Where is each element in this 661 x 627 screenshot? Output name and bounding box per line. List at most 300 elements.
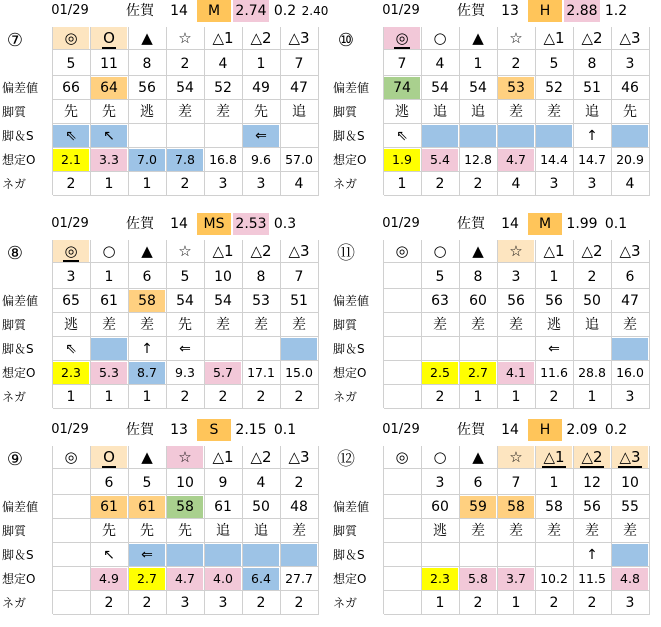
- cell-mark: △2: [581, 29, 603, 47]
- cell-horse-number: 1: [104, 269, 114, 285]
- cell-mark: △3: [288, 448, 310, 466]
- cell-running-style: 差: [102, 317, 116, 333]
- cell-position-arrow: [612, 544, 648, 566]
- cell-hensachi: 47: [621, 293, 639, 309]
- cell-position-arrow: [536, 125, 572, 147]
- row-label-negative-score: ネガ: [333, 390, 358, 404]
- cell-expected-odds: [384, 362, 420, 384]
- cell-position-arrow: [536, 544, 572, 566]
- mark-symbol: △2: [581, 448, 603, 466]
- index-value-1: 2.88: [564, 0, 600, 22]
- cell-expected-odds: 28.8: [578, 365, 606, 380]
- cell-horse-number: 3: [625, 56, 635, 72]
- index-value-1: 1.99: [566, 216, 598, 232]
- cell-mark: [536, 446, 572, 468]
- cell-horse-number: 10: [176, 475, 194, 491]
- grid-line: [318, 27, 319, 195]
- grid-line: [421, 27, 422, 195]
- cell-negative-score: 3: [256, 176, 266, 192]
- cell-negative-score: 2: [473, 176, 483, 192]
- grid-line: [90, 240, 91, 408]
- cell-mark: ▲: [472, 29, 484, 47]
- cell-negative-score: 2: [435, 389, 445, 405]
- cell-horse-number: 6: [625, 269, 635, 285]
- cell-position-arrow: [498, 544, 534, 566]
- grid-line: [573, 27, 574, 195]
- grid-line: [384, 312, 650, 313]
- cell-expected-odds: 2.3: [53, 362, 89, 384]
- cell-horse-number: [384, 472, 420, 494]
- cell-running-style: 先: [178, 317, 192, 333]
- cell-negative-score: 1: [142, 176, 152, 192]
- cell-expected-odds: 4.7: [167, 568, 203, 590]
- cell-horse-number: 4: [218, 56, 228, 72]
- grid-line: [384, 542, 650, 543]
- cell-running-style: 差: [509, 523, 523, 539]
- grid-line: [242, 446, 243, 614]
- grid-line: [383, 446, 384, 614]
- cell-position-arrow: [167, 125, 203, 147]
- cell-negative-score: 2: [435, 176, 445, 192]
- cell-position-arrow: [205, 338, 241, 360]
- grid-line: [90, 446, 91, 614]
- grid-line: [53, 312, 319, 313]
- cell-running-style: 逃: [547, 317, 561, 333]
- cell-horse-number: 6: [104, 475, 114, 491]
- cell-mark: △3: [619, 242, 641, 260]
- cell-hensachi: 58: [129, 290, 165, 312]
- grid-line: [459, 240, 460, 408]
- grid-line: [459, 446, 460, 614]
- cell-negative-score: 1: [511, 595, 521, 611]
- cell-negative-score: 1: [587, 389, 597, 405]
- cell-position-arrow: [460, 544, 496, 566]
- cell-mark: ▲: [472, 448, 484, 466]
- grid-line: [384, 49, 650, 50]
- cell-position-arrow: [612, 125, 648, 147]
- grid-line: [128, 446, 129, 614]
- cell-horse-number: 8: [587, 56, 597, 72]
- field-size: 13: [170, 422, 188, 438]
- grid-line: [573, 240, 574, 408]
- grid-line: [497, 27, 498, 195]
- cell-hensachi: 64: [91, 77, 127, 99]
- cell-horse-number: 3: [511, 269, 521, 285]
- cell-negative-score: 2: [473, 595, 483, 611]
- cell-horse-number: 2: [587, 269, 597, 285]
- cell-position-arrow: ↖: [103, 547, 115, 563]
- grid-line: [384, 566, 650, 567]
- cell-negative-score: 1: [104, 176, 114, 192]
- grid-line: [53, 518, 319, 519]
- cell-running-style: 差: [509, 104, 523, 120]
- cell-position-arrow: [167, 544, 203, 566]
- row-label-running-style: 脚質: [2, 105, 27, 119]
- cell-position-arrow: [460, 338, 496, 360]
- cell-negative-score: 1: [511, 389, 521, 405]
- cell-running-style: 追: [254, 523, 268, 539]
- cell-position-arrow: [460, 125, 496, 147]
- field-size: 14: [170, 3, 188, 19]
- cell-running-style: 先: [102, 523, 116, 539]
- cell-negative-score: 2: [256, 595, 266, 611]
- cell-running-style: [384, 314, 420, 336]
- cell-running-style: 先: [102, 104, 116, 120]
- index-value-2: 0.1: [604, 216, 628, 232]
- race-block-3: [0, 213, 330, 420]
- race-date: 01/29: [51, 3, 89, 18]
- grid-line: [383, 240, 384, 408]
- cell-mark: △1: [543, 242, 565, 260]
- grid-line: [53, 49, 319, 50]
- cell-expected-odds: 17.1: [247, 365, 275, 380]
- cell-hensachi: 50: [252, 499, 270, 515]
- cell-expected-odds: 6.4: [243, 568, 279, 590]
- cell-running-style: 逃: [140, 104, 154, 120]
- cell-mark: [91, 446, 127, 468]
- race-grade: H: [528, 419, 562, 441]
- cell-hensachi: [384, 290, 420, 312]
- cell-position-arrow: [53, 544, 89, 566]
- grid-line: [384, 468, 650, 469]
- grid-line: [384, 171, 650, 172]
- cell-mark: ☆: [178, 29, 192, 47]
- cell-expected-odds: 11.6: [540, 365, 568, 380]
- cell-hensachi: 56: [545, 293, 563, 309]
- cell-position-arrow: [243, 338, 279, 360]
- cell-horse-number: 8: [142, 56, 152, 72]
- cell-running-style: 追: [585, 317, 599, 333]
- cell-hensachi: 58: [498, 496, 534, 518]
- grid-line: [497, 240, 498, 408]
- cell-position-arrow: ⇐: [179, 341, 191, 357]
- race-grid: [384, 213, 650, 413]
- grid-line: [52, 446, 53, 614]
- cell-hensachi: 46: [621, 80, 639, 96]
- cell-position-arrow: [422, 338, 458, 360]
- cell-horse-number: 5: [142, 475, 152, 491]
- grid-line: [384, 262, 650, 263]
- grid-line: [53, 99, 319, 100]
- grid-line: [384, 384, 650, 385]
- cell-running-style: [384, 520, 420, 542]
- cell-hensachi: [384, 496, 420, 518]
- cell-position-arrow: [205, 544, 241, 566]
- cell-expected-odds: 5.7: [205, 362, 241, 384]
- cell-mark: ☆: [498, 446, 534, 468]
- row-label-negative-score: ネガ: [2, 177, 27, 191]
- cell-expected-odds: 2.3: [422, 568, 458, 590]
- cell-position-arrow: ⇐: [548, 341, 560, 357]
- cell-horse-number: 1: [549, 269, 559, 285]
- cell-hensachi: 54: [176, 80, 194, 96]
- cell-negative-score: 2: [294, 389, 304, 405]
- grid-line: [384, 590, 650, 591]
- cell-expected-odds: 4.8: [612, 568, 648, 590]
- cell-position-arrow: ⇐: [243, 125, 279, 147]
- cell-expected-odds: 1.9: [384, 149, 420, 171]
- grid-line: [53, 75, 319, 76]
- row-label-running-style: 脚質: [333, 105, 358, 119]
- cell-horse-number: [384, 266, 420, 288]
- row-label-position-arrow: 脚＆S: [2, 548, 34, 562]
- cell-hensachi: 61: [214, 499, 232, 515]
- grid-line: [242, 240, 243, 408]
- cell-expected-odds: 4.1: [498, 362, 534, 384]
- cell-horse-number: [53, 472, 89, 494]
- grid-line: [166, 27, 167, 195]
- cell-negative-score: 2: [66, 176, 76, 192]
- cell-expected-odds: 10.2: [540, 571, 568, 586]
- cell-hensachi: 65: [62, 293, 80, 309]
- field-size: 13: [501, 3, 519, 19]
- cell-hensachi: 50: [583, 293, 601, 309]
- grid-line: [649, 240, 650, 408]
- cell-mark: △3: [288, 29, 310, 47]
- cell-hensachi: 56: [583, 499, 601, 515]
- cell-mark: ○: [102, 242, 116, 260]
- cell-hensachi: 56: [138, 80, 156, 96]
- cell-position-arrow: [129, 125, 165, 147]
- grid-line: [53, 360, 319, 361]
- cell-expected-odds: 7.8: [167, 149, 203, 171]
- cell-running-style: 先: [64, 104, 78, 120]
- cell-negative-score: 2: [587, 595, 597, 611]
- race-grid: [384, 419, 650, 619]
- cell-position-arrow: [422, 544, 458, 566]
- cell-running-style: 差: [140, 317, 154, 333]
- cell-hensachi: 51: [290, 293, 308, 309]
- cell-running-style: 追: [292, 104, 306, 120]
- grid-line: [53, 542, 319, 543]
- cell-position-arrow: ⇖: [396, 128, 408, 144]
- grid-line: [280, 27, 281, 195]
- cell-negative-score: 4: [511, 176, 521, 192]
- cell-hensachi: 54: [469, 80, 487, 96]
- grid-line: [611, 240, 612, 408]
- row-label-hensachi: 偏差値: [2, 500, 39, 514]
- race-grid: [53, 0, 319, 200]
- cell-hensachi: 61: [129, 496, 165, 518]
- cell-mark: ○: [433, 29, 447, 47]
- cell-expected-odds: 2.5: [422, 362, 458, 384]
- grid-line: [53, 408, 319, 409]
- cell-negative-score: 3: [549, 176, 559, 192]
- cell-hensachi: 56: [507, 293, 525, 309]
- cell-running-style: 追: [471, 104, 485, 120]
- cell-running-style: 差: [547, 104, 561, 120]
- cell-expected-odds: 9.6: [251, 152, 271, 167]
- cell-running-style: 差: [292, 317, 306, 333]
- cell-mark: ▲: [141, 29, 153, 47]
- row-label-hensachi: 偏差値: [333, 500, 370, 514]
- cell-running-style: [53, 520, 89, 542]
- grid-line: [242, 27, 243, 195]
- cell-negative-score: 2: [549, 595, 559, 611]
- mark-symbol: ◎: [64, 242, 78, 260]
- row-label-hensachi: 偏差値: [2, 81, 39, 95]
- cell-hensachi: 51: [583, 80, 601, 96]
- cell-running-style: 先: [254, 104, 268, 120]
- venue: 佐賀: [126, 3, 154, 19]
- cell-horse-number: 4: [256, 475, 266, 491]
- cell-mark: △1: [543, 29, 565, 47]
- cell-negative-score: 2: [104, 595, 114, 611]
- mark-symbol: O: [103, 448, 115, 466]
- cell-mark: ▲: [141, 448, 153, 466]
- grid-line: [318, 240, 319, 408]
- race-date: 01/29: [382, 216, 420, 231]
- grid-line: [611, 446, 612, 614]
- mark-symbol: △3: [619, 448, 641, 466]
- cell-expected-odds: [53, 568, 89, 590]
- cell-position-arrow: [498, 125, 534, 147]
- cell-running-style: 差: [292, 523, 306, 539]
- field-size: 14: [501, 422, 519, 438]
- cell-horse-number: 7: [294, 269, 304, 285]
- cell-running-style: 差: [471, 317, 485, 333]
- index-value-2: 0.1: [273, 422, 297, 438]
- race-block-1: [0, 0, 330, 207]
- grid-line: [421, 240, 422, 408]
- cell-negative-score: 3: [218, 176, 228, 192]
- cell-mark: [384, 27, 420, 49]
- cell-horse-number: 11: [100, 56, 118, 72]
- cell-negative-score: 2: [142, 595, 152, 611]
- grid-line: [166, 240, 167, 408]
- race-date: 01/29: [51, 422, 89, 437]
- grid-line: [535, 27, 536, 195]
- race-number: ⑨: [6, 449, 24, 470]
- race-block-4: [331, 213, 661, 420]
- cell-expected-odds: 14.4: [540, 152, 568, 167]
- cell-hensachi: 61: [100, 293, 118, 309]
- cell-horse-number: 7: [511, 475, 521, 491]
- grid-line: [384, 614, 650, 615]
- cell-expected-odds: 7.0: [129, 149, 165, 171]
- cell-mark: ○: [433, 242, 447, 260]
- race-block-5: [0, 419, 330, 626]
- cell-expected-odds: 16.0: [616, 365, 644, 380]
- row-label-expected-odds: 想定O: [2, 572, 36, 586]
- row-label-expected-odds: 想定O: [333, 153, 367, 167]
- cell-expected-odds: 2.7: [460, 362, 496, 384]
- cell-expected-odds: 15.0: [285, 365, 313, 380]
- grid-line: [204, 240, 205, 408]
- cell-negative-score: 2: [256, 389, 266, 405]
- cell-hensachi: 54: [176, 293, 194, 309]
- grid-line: [53, 123, 319, 124]
- grid-line: [52, 240, 53, 408]
- grid-line: [53, 288, 319, 289]
- cell-mark: ☆: [167, 446, 203, 468]
- grid-line: [384, 147, 650, 148]
- cell-expected-odds: 4.0: [205, 568, 241, 590]
- cell-hensachi: 63: [431, 293, 449, 309]
- mark-symbol: △1: [543, 448, 565, 466]
- cell-negative-score: [384, 386, 420, 408]
- index-value-1: 2.09: [566, 422, 598, 438]
- race-grade: MS: [197, 213, 231, 235]
- grid-line: [649, 446, 650, 614]
- row-label-position-arrow: 脚＆S: [333, 548, 365, 562]
- cell-horse-number: 1: [549, 475, 559, 491]
- cell-running-style: 差: [585, 523, 599, 539]
- cell-negative-score: 1: [397, 176, 407, 192]
- cell-running-style: 差: [623, 523, 637, 539]
- cell-negative-score: 4: [294, 176, 304, 192]
- cell-mark: △2: [581, 242, 603, 260]
- cell-position-arrow: ⇖: [65, 341, 77, 357]
- grid-line: [535, 446, 536, 614]
- cell-horse-number: 4: [435, 56, 445, 72]
- cell-horse-number: 2: [511, 56, 521, 72]
- cell-position-arrow: [243, 544, 279, 566]
- index-value-1: 2.15: [235, 422, 267, 438]
- row-label-expected-odds: 想定O: [2, 366, 36, 380]
- cell-expected-odds: 9.3: [175, 365, 195, 380]
- cell-hensachi: 53: [252, 293, 270, 309]
- cell-running-style: 逃: [395, 104, 409, 120]
- cell-negative-score: 2: [180, 389, 190, 405]
- cell-expected-odds: 12.8: [464, 152, 492, 167]
- cell-negative-score: 3: [218, 595, 228, 611]
- index-value-2: 0.2: [604, 422, 628, 438]
- race-date: 01/29: [382, 422, 420, 437]
- index-value-2: 0.3: [273, 216, 297, 232]
- cell-running-style: 先: [140, 523, 154, 539]
- cell-expected-odds: 11.5: [578, 571, 606, 586]
- grid-line: [384, 336, 650, 337]
- race-number: ⑦: [6, 30, 24, 51]
- field-size: 14: [501, 216, 519, 232]
- index-value-1: 2.53: [233, 213, 269, 235]
- cell-expected-odds: 27.7: [285, 571, 313, 586]
- cell-position-arrow: [498, 338, 534, 360]
- grid-line: [166, 446, 167, 614]
- cell-horse-number: 10: [621, 475, 639, 491]
- cell-hensachi: 52: [214, 80, 232, 96]
- grid-line: [90, 27, 91, 195]
- cell-negative-score: 2: [218, 389, 228, 405]
- cell-mark: [612, 446, 648, 468]
- row-label-position-arrow: 脚＆S: [2, 342, 34, 356]
- race-number: ⑧: [6, 243, 24, 264]
- cell-position-arrow: ↑: [586, 128, 598, 144]
- grid-line: [53, 384, 319, 385]
- cell-expected-odds: 2.1: [53, 149, 89, 171]
- row-label-expected-odds: 想定O: [333, 572, 367, 586]
- cell-negative-score: 3: [587, 176, 597, 192]
- cell-negative-score: 2: [549, 389, 559, 405]
- cell-negative-score: 1: [142, 389, 152, 405]
- grid-line: [384, 494, 650, 495]
- grid-line: [53, 494, 319, 495]
- cell-negative-score: 3: [180, 595, 190, 611]
- grid-line: [280, 446, 281, 614]
- cell-hensachi: 55: [621, 499, 639, 515]
- grid-line: [384, 288, 650, 289]
- grid-line: [384, 75, 650, 76]
- cell-mark: △3: [619, 29, 641, 47]
- race-grid: [384, 0, 650, 200]
- grid-line: [611, 27, 612, 195]
- race-number: ⑪: [337, 243, 355, 264]
- mark-symbol: O: [103, 29, 115, 47]
- cell-hensachi: 60: [469, 293, 487, 309]
- cell-running-style: 先: [623, 104, 637, 120]
- race-grade: H: [528, 0, 562, 22]
